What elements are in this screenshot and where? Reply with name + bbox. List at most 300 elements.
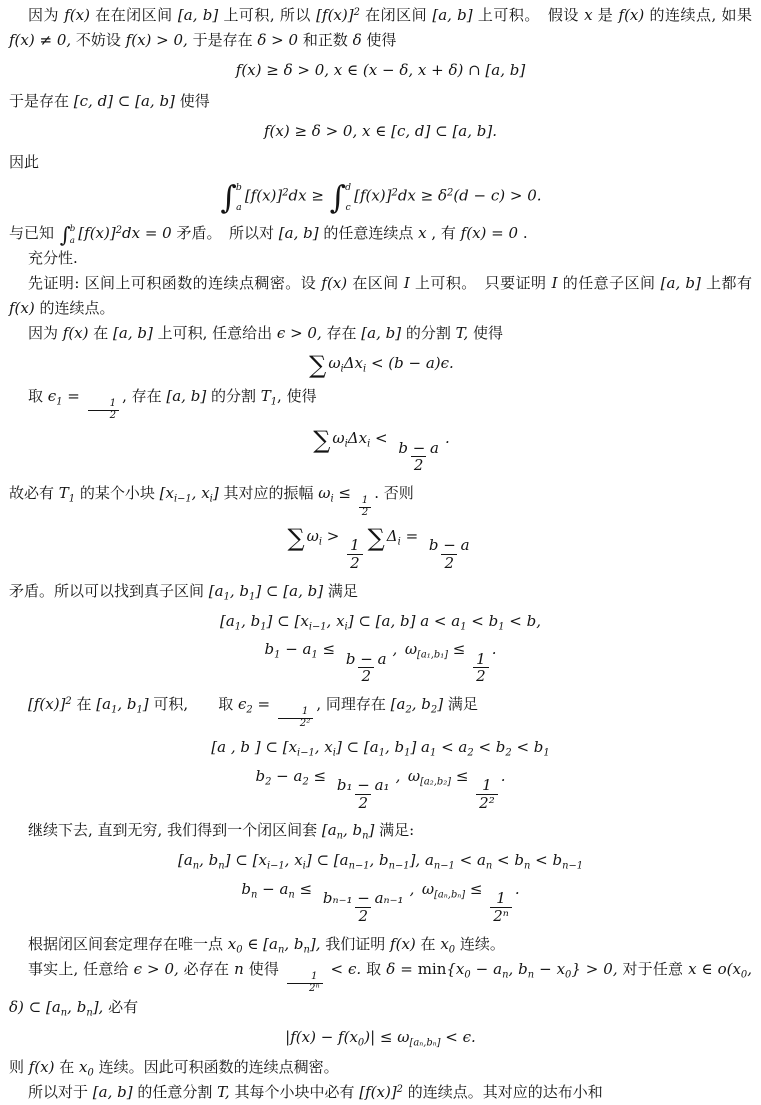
subscript: i−1 [266,860,285,872]
math-run: [a, b] [361,324,402,343]
subscript: 1 [136,704,143,716]
text-run: 在在闭区间 [89,6,178,24]
math-run: [x [159,484,174,503]
subscript: n [303,944,310,956]
math-run: , b [117,695,137,714]
paragraph [9,1080,752,1105]
subscript: 0 [464,969,471,981]
math-run: ], [92,997,104,1016]
subscript: 1 [274,649,281,661]
math-run: ], a [409,851,434,870]
math-run: , ω [395,766,421,785]
integral-glyph: ∫ [220,179,237,216]
subscript: n−1 [433,860,455,872]
paragraph [9,221,752,247]
text-run: 矛盾。所以可以找到真子区间 [9,581,209,600]
superscript: 2 [115,224,123,236]
math-run: ] a [410,737,431,756]
text-run: 上可积, 所以 [218,6,317,24]
math-run: Δ [386,526,398,545]
paragraph [9,89,752,114]
subscript: 0 [565,969,572,981]
subscript: 2 [246,704,253,716]
fraction-denominator: 2 [347,554,363,572]
fraction [395,440,442,475]
fraction [473,651,489,686]
math-run: δ [352,31,362,49]
math-run: ≤ [308,766,331,785]
text-run: 在闭区间 [359,6,433,24]
text-run: 充分性. [28,249,78,268]
subscript: 1 [68,493,76,505]
integral-sign [329,179,352,216]
text-run: 上都有 [700,274,752,293]
text-run: 事实上, 任意给 [28,960,134,979]
integral-lower-limit: a [69,235,75,246]
display-formula [9,60,752,82]
math-run: δ > 0 [257,31,299,49]
paragraph [9,932,752,957]
subscript: 0 [236,944,243,956]
math-run: f(x) [28,1058,55,1077]
math-run: ] ⊂ [a, b] [255,581,324,600]
text-run: 于是存在 [187,31,258,49]
subscript: 1 [56,396,63,408]
subscript: i−1 [297,747,315,759]
math-run: T, [455,324,469,343]
fraction [347,537,363,572]
math-run: ϵ [47,386,57,405]
subscript: i [367,438,371,450]
fraction-denominator: 2 [359,507,371,519]
subscript: i [302,860,306,872]
paragraph [9,384,752,422]
subscript: 1 [460,621,467,633]
math-run: < b [466,611,499,630]
subscript: 2 [405,704,412,716]
subscript: 1 [404,747,411,759]
text-run: 的任意分割 [132,1083,218,1102]
subscript: i [397,536,401,548]
math-run: ] ⊂ [x [266,611,309,630]
fraction-denominator: 2 [441,554,457,572]
text-run: 满足: [374,821,415,840]
subscript: n [288,889,295,901]
text-run: 满足 [443,695,478,714]
math-run: [a, b] [177,6,219,24]
subscript: n [277,944,285,956]
math-run: f(x) [390,935,416,954]
math-run: f(x) [321,274,348,293]
math-run: [f(x)] [354,186,392,204]
fraction-denominator: 2ⁿ [287,983,323,995]
display-formula [9,737,752,759]
subscript: n−1 [348,860,370,872]
text-run: 的分割 [206,386,261,405]
text-run: 必有 [103,997,139,1016]
text-run: 则 [9,1058,29,1077]
subscript: i [209,493,213,505]
summation-operator: ∑ [287,523,305,552]
math-run: [a [208,581,224,600]
math-run: dx = 0 [122,223,172,242]
math-run: } > 0, [571,960,618,979]
subscript: 1 [111,704,118,716]
text-run: , 同理存在 [316,695,391,714]
subscript: i [344,621,348,633]
math-run: ω [328,354,341,373]
fraction-numerator: b − a [428,536,470,555]
math-run: , ω [409,880,435,899]
math-run: dx ≥ [288,186,329,204]
subscript: [a₁,b₁] [417,649,449,661]
paragraph [9,579,752,604]
fraction-denominator: 2 [355,794,371,812]
fraction-numerator: 1 [476,649,486,668]
fraction [320,890,407,925]
fraction [334,777,393,812]
math-run: f(x) ≠ 0, [9,31,72,49]
text-run: 因为 [28,324,63,343]
integral-limits [345,182,351,214]
subscript: 1 [260,621,267,633]
math-run: [f(x)] [244,186,283,204]
math-run: − x [534,960,566,979]
math-run: b [255,766,266,785]
paragraph [9,150,752,175]
display-formula [9,639,752,685]
text-run: 在 [415,935,441,954]
text-run: 的某个小块 [75,484,160,503]
subscript: n [527,969,535,981]
superscript: 2 [391,187,398,199]
math-roman-run: min [417,960,447,979]
text-run: 必存在 [178,960,235,979]
fraction-denominator: 2² [476,794,498,812]
math-run: , x [284,851,303,870]
text-run: 其每个小块中必有 [229,1083,360,1102]
math-run: [f(x)] [28,695,66,714]
math-run: x ∈ o(x [688,960,741,979]
fraction-numerator: bₙ₋₁ − aₙ₋₁ [322,889,404,908]
math-run: = [62,386,85,405]
text-run: 上可积。 只要证明 [409,274,552,293]
subscript: n [336,830,344,842]
math-run: , δ) ⊂ [a [9,960,752,1016]
subscript: i [340,363,344,375]
fraction [287,972,323,994]
subscript: n [502,969,509,981]
math-run: ], [309,935,321,954]
math-run: , b [284,935,304,954]
fraction-denominator: 2 [88,410,119,422]
text-run: 的连续点, 如果 [644,6,752,24]
subscript: 2 [265,775,272,787]
text-run: 使得 [243,960,284,979]
math-run: [a, b] [278,223,319,242]
subscript: 1 [498,621,505,633]
paragraph [9,481,752,519]
fraction-numerator: 1 [311,971,318,983]
subscript: [a₂,b₂] [420,775,452,787]
text-run: 继续下去, 直到无穷, 我们得到一个闭区间套 [28,821,322,840]
integral-limits [70,224,76,246]
math-run: T [260,386,271,405]
subscript: i [363,363,367,375]
math-run: x [79,1058,88,1077]
text-run: 取 [28,386,48,405]
text-run: 故必有 [9,484,59,503]
superscript: 2 [447,187,454,199]
summation-operator: ∑ [309,351,327,380]
text-run: 在 [88,324,114,343]
integral-upper-limit: d [345,181,352,193]
text-run: 是 [592,6,619,24]
text-run: 因此 [9,152,40,171]
math-run: f(x) [618,6,645,24]
fraction-denominator: 2² [278,718,314,730]
integral-lower-limit: a [236,202,242,214]
math-run: x [227,935,237,954]
paragraph [9,1055,752,1080]
math-run: ≤ [333,484,356,503]
paragraph [9,692,752,730]
paragraph [9,818,752,843]
math-run: ] ⊂ [a [335,737,379,756]
math-run: f(x) ≥ δ > 0, x ∈ (x − δ, x + δ) ∩ [a, b] [235,61,526,79]
text-run: 上可积, 任意给出 [152,324,277,343]
subscript: i [330,493,334,505]
math-run: ω [306,526,319,545]
subscript: 2 [302,775,309,787]
subscript: 1 [543,747,550,759]
subscript: 0 [357,1037,365,1049]
math-run: . [500,766,506,785]
subscript: i−1 [173,493,192,505]
subscript: n−1 [388,860,410,872]
superscript: 2 [282,187,289,199]
math-run: I [403,274,410,293]
math-run: ] [368,821,375,840]
fraction [476,777,498,812]
math-run: [a, b] [166,386,207,405]
text-run: 和正数 [298,31,353,49]
math-run: , b [508,960,528,979]
math-run: ω [318,484,331,503]
integral-upper-limit: b [69,224,76,235]
math-run: < (b − a)ϵ. [366,354,454,373]
math-run: − a [280,640,312,659]
superscript: 2 [396,1084,403,1096]
text-run: 的分割 [401,324,456,343]
subscript: 1 [311,649,318,661]
integral-limits [236,182,242,214]
math-run: [a [390,695,406,714]
fraction-denominator: 2 [411,456,427,474]
math-run: ] ⊂ [a [305,851,349,870]
fraction [426,537,473,572]
fraction-numerator: 1 [109,397,117,409]
text-run: 与已知 [9,223,59,242]
subscript: n [362,830,369,842]
display-formula [9,1027,752,1049]
display-formula [9,428,752,474]
text-run: 取 [361,960,387,979]
math-run: [a [177,851,193,870]
text-run: 对于任意 [617,960,689,979]
math-run: < a [454,851,486,870]
text-run: 的任意连续点 [318,223,419,242]
fraction [88,399,119,421]
math-run: < b [511,737,544,756]
math-run: [a [321,821,337,840]
math-run: . [514,880,520,899]
text-run: 使得 [468,324,503,343]
display-formula [9,766,752,812]
math-run: = [400,526,423,545]
math-run: [f(x)] [78,223,116,242]
math-run: f(x) = 0 [460,223,519,242]
math-run: , b [411,695,431,714]
math-run: T [58,484,69,503]
paragraph [9,271,752,321]
subscript: 0 [740,969,748,981]
text-run: 连续。因此可积函数的连续点稠密。 [93,1058,339,1077]
text-run: 其对应的振幅 [218,484,319,503]
math-run: < b, [504,611,541,630]
text-run: 在 [54,1058,80,1077]
math-run: I [551,274,558,293]
math-run: < b [473,737,506,756]
subscript: i [344,438,348,450]
math-run: < b [530,851,563,870]
math-run: x [584,6,593,24]
fraction-numerator: 1 [350,536,360,555]
paragraph [9,321,752,346]
math-run: < ϵ. [440,1027,476,1046]
math-run: ≤ [294,880,317,899]
math-run: − a [271,766,303,785]
math-run: x [418,223,427,242]
text-run: , 使得 [277,386,317,405]
subscript: n [250,889,258,901]
math-run: )| ≤ ω [364,1027,410,1046]
superscript: 2 [65,696,72,708]
math-run: ϵ > 0, [276,324,322,343]
math-run: ] [142,695,149,714]
subscript: n [485,860,493,872]
math-run: ] ⊂ [x [224,851,267,870]
text-run: , 有 [426,223,461,242]
text-run: 根据闭区间套定理存在唯一点 [28,935,228,954]
math-run: δ = [386,960,418,979]
math-run: = [252,695,275,714]
text-run: 在 [71,695,97,714]
math-run: {x [446,960,465,979]
math-run: , b [369,851,389,870]
text-run: 满足 [323,581,358,600]
text-run: 的连续点。其对应的达布小和 [402,1083,603,1102]
integral-glyph: ∫ [59,223,71,248]
text-run: 上可积。 假设 [472,6,585,24]
fraction [490,890,512,925]
math-run: < b [492,851,524,870]
math-run: f(x) [64,6,90,24]
math-run: f(x) > 0, [125,31,188,49]
text-run: 可积, 取 [148,695,238,714]
fraction-numerator: b₁ − a₁ [336,775,390,794]
math-run: b [264,640,275,659]
paragraph [9,246,752,271]
math-run: (d − c) > 0. [453,186,542,204]
display-formula [9,523,752,572]
fraction-denominator: 2 [358,667,374,685]
math-run: − a [257,880,289,899]
math-run: [a, b] [432,6,473,24]
math-run: [f(x)] [316,6,354,24]
math-run: T, [217,1083,230,1102]
subscript: 1 [270,396,278,408]
math-run: x [440,935,449,954]
fraction-denominator: 2 [473,667,489,685]
subscript: i [332,747,336,759]
display-formula [9,850,752,872]
math-run: ∈ [a [242,935,278,954]
subscript: i [318,536,322,548]
math-run: Δx [347,429,368,448]
text-run: 不妨设 [71,31,126,49]
display-formula [9,611,752,633]
math-run: [a [96,695,112,714]
math-run: − a [470,960,503,979]
fraction-numerator: 1 [496,889,506,908]
text-run: 的任意子区间 [557,274,661,293]
text-run: , 存在 [122,386,167,405]
display-formula [9,179,752,216]
subscript: n−1 [562,860,584,872]
math-run: [c, d] ⊂ [a, b] [73,91,175,110]
math-run: [f(x)] [359,1083,397,1102]
math-run: ω [332,429,345,448]
display-formula [9,121,752,143]
math-run: |f(x) − f(x [285,1027,358,1046]
math-run: , b [67,997,87,1016]
subscript: n [60,1007,68,1019]
math-run: ] ⊂ [a, b] a < a [347,611,461,630]
math-run: ] [437,695,444,714]
math-run: [a , b ] ⊂ [x [211,737,298,756]
math-run: Δx [343,354,364,373]
fraction-numerator: b − a [345,649,387,668]
subscript: i−1 [308,621,327,633]
text-run: 所以对于 [28,1083,93,1102]
math-run: dx ≥ δ [397,186,448,204]
subscript: 2 [467,747,474,759]
math-run: , b [343,821,363,840]
math-run: ≤ [317,640,340,659]
math-run: , x [326,611,345,630]
integral-upper-limit: b [235,181,242,193]
math-run: ≤ [465,880,488,899]
text-run: 使得 [174,91,210,110]
math-run: , b [385,737,405,756]
math-run: , ω [392,640,418,659]
fraction-denominator: 2 [355,907,371,925]
subscript: 1 [430,747,437,759]
fraction-numerator: 1 [482,775,492,794]
math-run: n [234,960,244,979]
text-run: . [518,223,528,242]
